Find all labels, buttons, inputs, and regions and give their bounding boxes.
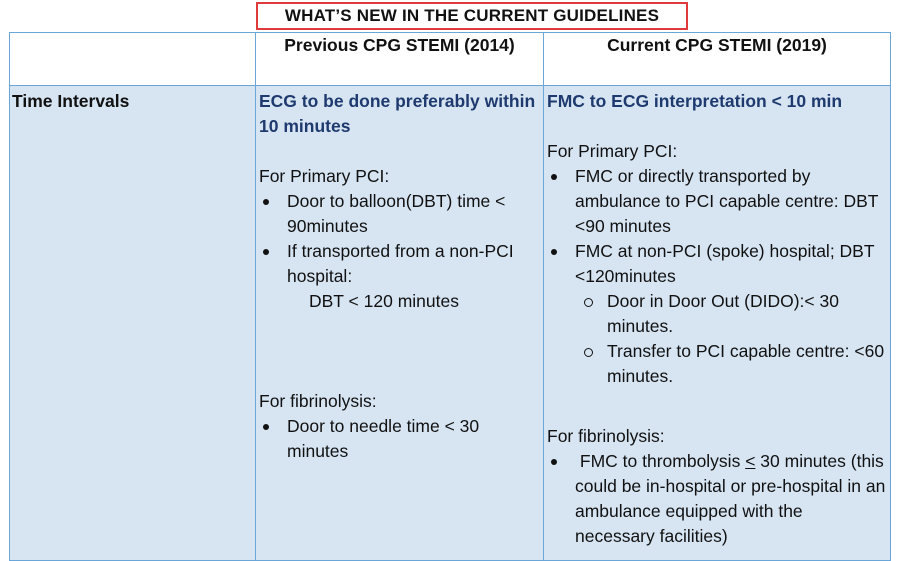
previous-fibrinolysis-heading: For fibrinolysis:	[259, 391, 377, 411]
slide-title: WHAT’S NEW IN THE CURRENT GUIDELINES	[256, 2, 688, 30]
table-row	[10, 86, 891, 561]
fib-prefix: FMC to thrombolysis	[579, 451, 746, 471]
current-ecg-lead: FMC to ECG interpretation < 10 min	[547, 91, 843, 111]
header-previous-cpg: Previous CPG STEMI (2014)	[256, 33, 544, 86]
previous-primary-pci-heading: For Primary PCI:	[259, 166, 390, 186]
list-item: If transported from a non-PCI hospital:	[259, 239, 539, 289]
list-item: Door to balloon(DBT) time < 90minutes	[259, 189, 539, 239]
list-item: FMC at non-PCI (spoke) hospital; DBT <120minutes	[547, 239, 886, 289]
current-fibrinolysis-heading: For fibrinolysis:	[547, 426, 665, 446]
list-item: FMC or directly transported by ambulance to PCI capable centre: DBT <90 minutes	[547, 164, 886, 239]
header-current-cpg: Current CPG STEMI (2019)	[544, 33, 891, 86]
list-item	[547, 449, 886, 549]
list-item: Door to needle time < 30 minutes	[259, 414, 539, 464]
previous-ecg-lead: ECG to be done preferably within 10 minutes	[259, 91, 536, 136]
current-cpg-cell	[544, 86, 891, 561]
table-header-row	[10, 33, 891, 86]
fib-suffix: 30 minutes (this could be in-hospital or pre-hospital in an ambulance equipped with the necessary facilities)	[575, 451, 886, 546]
sub-list-item: Transfer to PCI capable centre: <60 minutes.	[547, 339, 886, 389]
guidelines-table	[9, 32, 891, 561]
sub-list-item: Door in Door Out (DIDO):< 30 minutes.	[547, 289, 886, 339]
row-label-time-intervals: Time Intervals	[10, 86, 256, 561]
current-primary-pci-heading: For Primary PCI:	[547, 141, 678, 161]
previous-cpg-cell	[256, 86, 544, 561]
header-empty-cell	[10, 33, 256, 86]
previous-dbt-line: DBT < 120 minutes	[309, 291, 459, 311]
fib-less-equal-symbol: <	[745, 451, 756, 471]
